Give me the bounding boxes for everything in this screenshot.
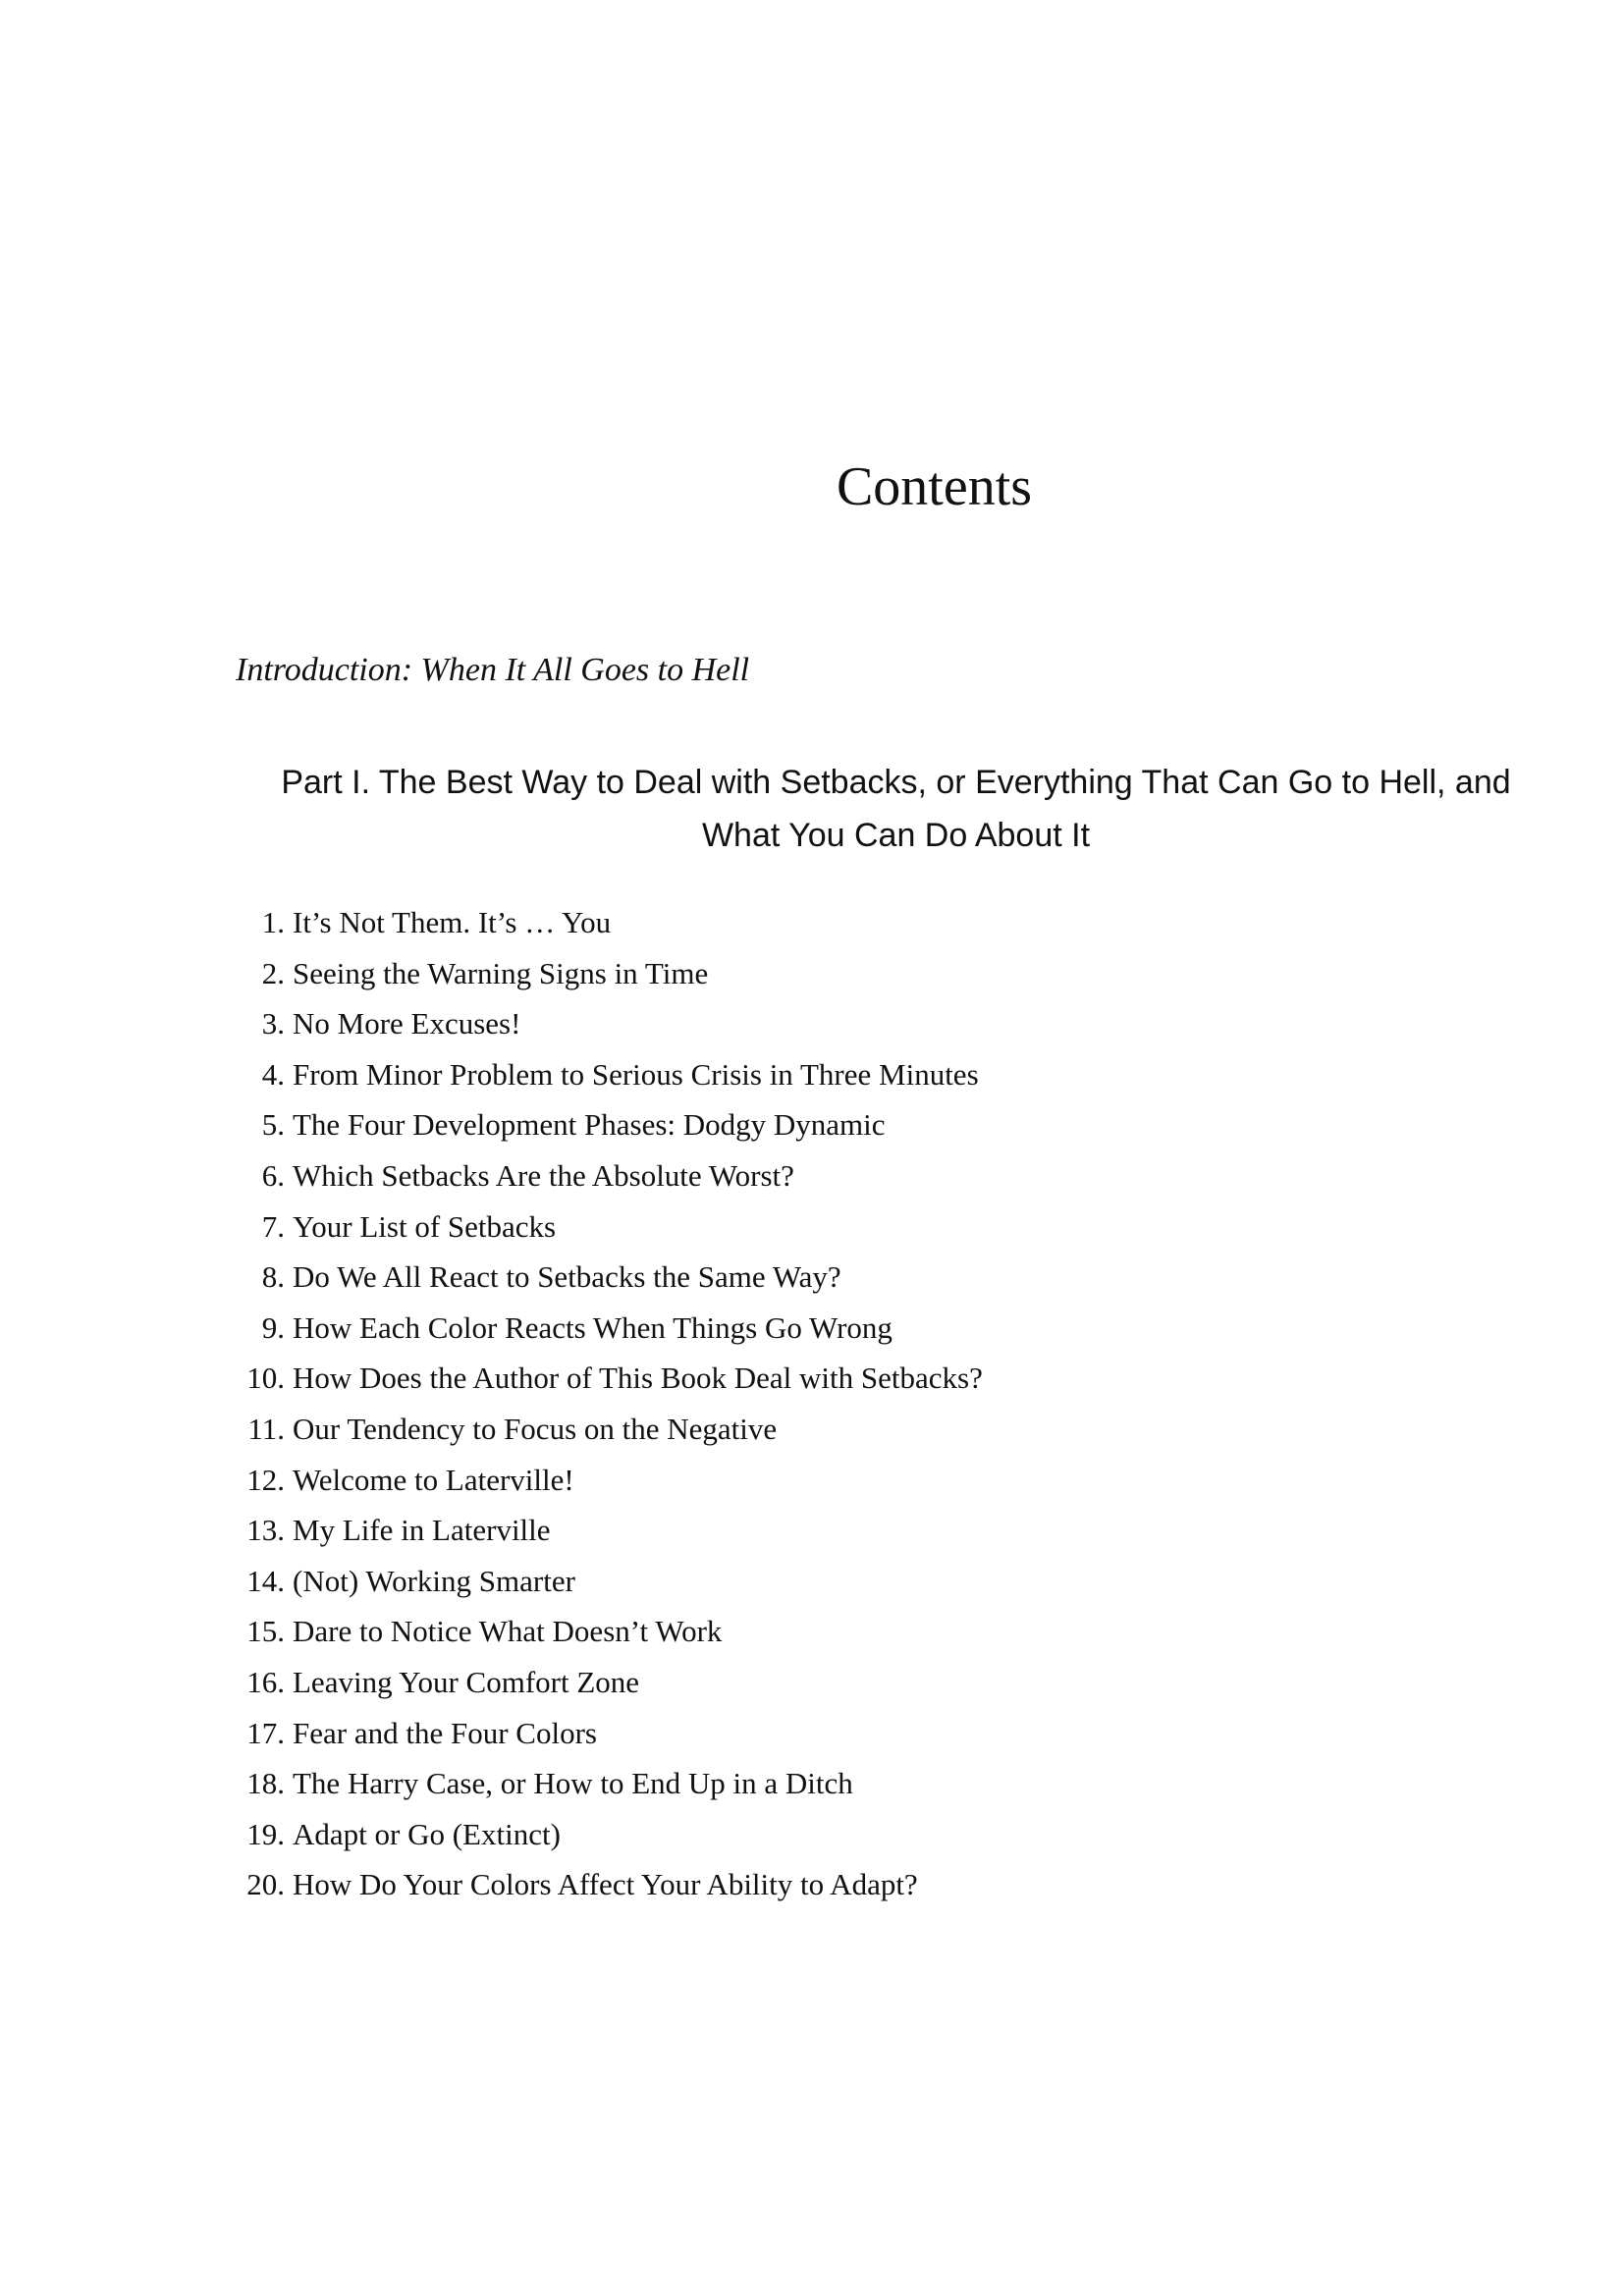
chapter-title: Adapt or Go (Extinct)	[293, 1816, 561, 1851]
chapter-title: How Does the Author of This Book Deal with Setbacks?	[293, 1361, 983, 1396]
chapter-title: It’s Not Them. It’s … You	[293, 905, 612, 939]
part-heading[interactable]	[236, 756, 1556, 862]
chapter-number: 4.	[261, 1056, 285, 1092]
chapter-title: Do We All React to Setbacks the Same Way?	[293, 1259, 841, 1295]
chapter-number: 7.	[261, 1208, 285, 1244]
chapter-title: Fear and the Four Colors	[293, 1715, 597, 1750]
chapter-title: How Do Your Colors Affect Your Ability to Adapt?	[293, 1867, 918, 1902]
chapter-number: 14.	[246, 1563, 285, 1598]
chapter-number: 8.	[261, 1259, 285, 1295]
chapter-item[interactable]	[226, 897, 983, 948]
chapter-title: Our Tendency to Focus on the Negative	[293, 1411, 778, 1446]
chapter-title: Welcome to Laterville!	[293, 1462, 574, 1497]
chapter-number: 1.	[261, 905, 285, 939]
chapter-item[interactable]	[226, 1099, 983, 1150]
chapter-item[interactable]	[226, 1201, 983, 1253]
chapter-item[interactable]	[226, 1809, 983, 1860]
chapter-number: 19.	[246, 1816, 285, 1851]
chapter-item[interactable]	[226, 1505, 983, 1556]
chapter-title: (Not) Working Smarter	[293, 1563, 575, 1598]
chapter-item[interactable]	[226, 1252, 983, 1303]
chapter-item[interactable]	[226, 1455, 983, 1506]
chapter-number: 10.	[246, 1361, 285, 1396]
chapter-number: 3.	[261, 1006, 285, 1041]
chapter-title: From Minor Problem to Serious Crisis in Three Minutes	[293, 1056, 979, 1092]
chapter-title: The Harry Case, or How to End Up in a Ditch	[293, 1766, 853, 1801]
chapter-item[interactable]	[226, 1758, 983, 1809]
chapter-title: Dare to Notice What Doesn’t Work	[293, 1614, 723, 1649]
chapter-item[interactable]	[226, 1859, 983, 1910]
chapter-number: 12.	[246, 1462, 285, 1497]
chapter-title: My Life in Laterville	[293, 1513, 551, 1548]
chapter-item[interactable]	[226, 1708, 983, 1759]
chapter-item[interactable]	[226, 998, 983, 1049]
chapter-number: 15.	[246, 1614, 285, 1649]
part-heading-line-2: What You Can Do About It	[701, 817, 1091, 854]
chapter-title: Which Setbacks Are the Absolute Worst?	[293, 1157, 794, 1193]
introduction-link[interactable]: Introduction: When It All Goes to Hell	[236, 652, 750, 688]
chapter-number: 11.	[247, 1411, 285, 1446]
chapter-number: 13.	[246, 1513, 285, 1548]
chapter-number: 20.	[246, 1867, 285, 1902]
chapter-title: Seeing the Warning Signs in Time	[293, 955, 709, 990]
chapter-item[interactable]	[226, 1606, 983, 1657]
chapter-item[interactable]	[226, 948, 983, 999]
chapter-number: 18.	[246, 1766, 285, 1801]
chapter-number: 16.	[246, 1664, 285, 1699]
chapter-number: 5.	[261, 1107, 285, 1143]
chapter-item[interactable]	[226, 1150, 983, 1201]
chapter-item[interactable]	[226, 1404, 983, 1455]
chapter-number: 9.	[261, 1309, 285, 1345]
part-heading-line-1: Part I. The Best Way to Deal with Setbacks, or Everything That Can Go to Hell, and	[281, 764, 1511, 801]
chapter-item[interactable]	[226, 1556, 983, 1607]
page-title: Contents	[836, 456, 1033, 517]
chapter-item[interactable]	[226, 1303, 983, 1354]
chapter-number: 6.	[261, 1157, 285, 1193]
chapter-number: 2.	[261, 955, 285, 990]
chapter-list	[226, 897, 983, 1910]
chapter-item[interactable]	[226, 1657, 983, 1708]
chapter-item[interactable]	[226, 1353, 983, 1404]
chapter-title: How Each Color Reacts When Things Go Wrong	[293, 1309, 893, 1345]
chapter-title: The Four Development Phases: Dodgy Dynamic	[293, 1107, 886, 1143]
chapter-title: Your List of Setbacks	[293, 1208, 557, 1244]
chapter-number: 17.	[246, 1715, 285, 1750]
chapter-title: Leaving Your Comfort Zone	[293, 1664, 640, 1699]
chapter-title: No More Excuses!	[293, 1006, 521, 1041]
chapter-item[interactable]	[226, 1049, 983, 1100]
